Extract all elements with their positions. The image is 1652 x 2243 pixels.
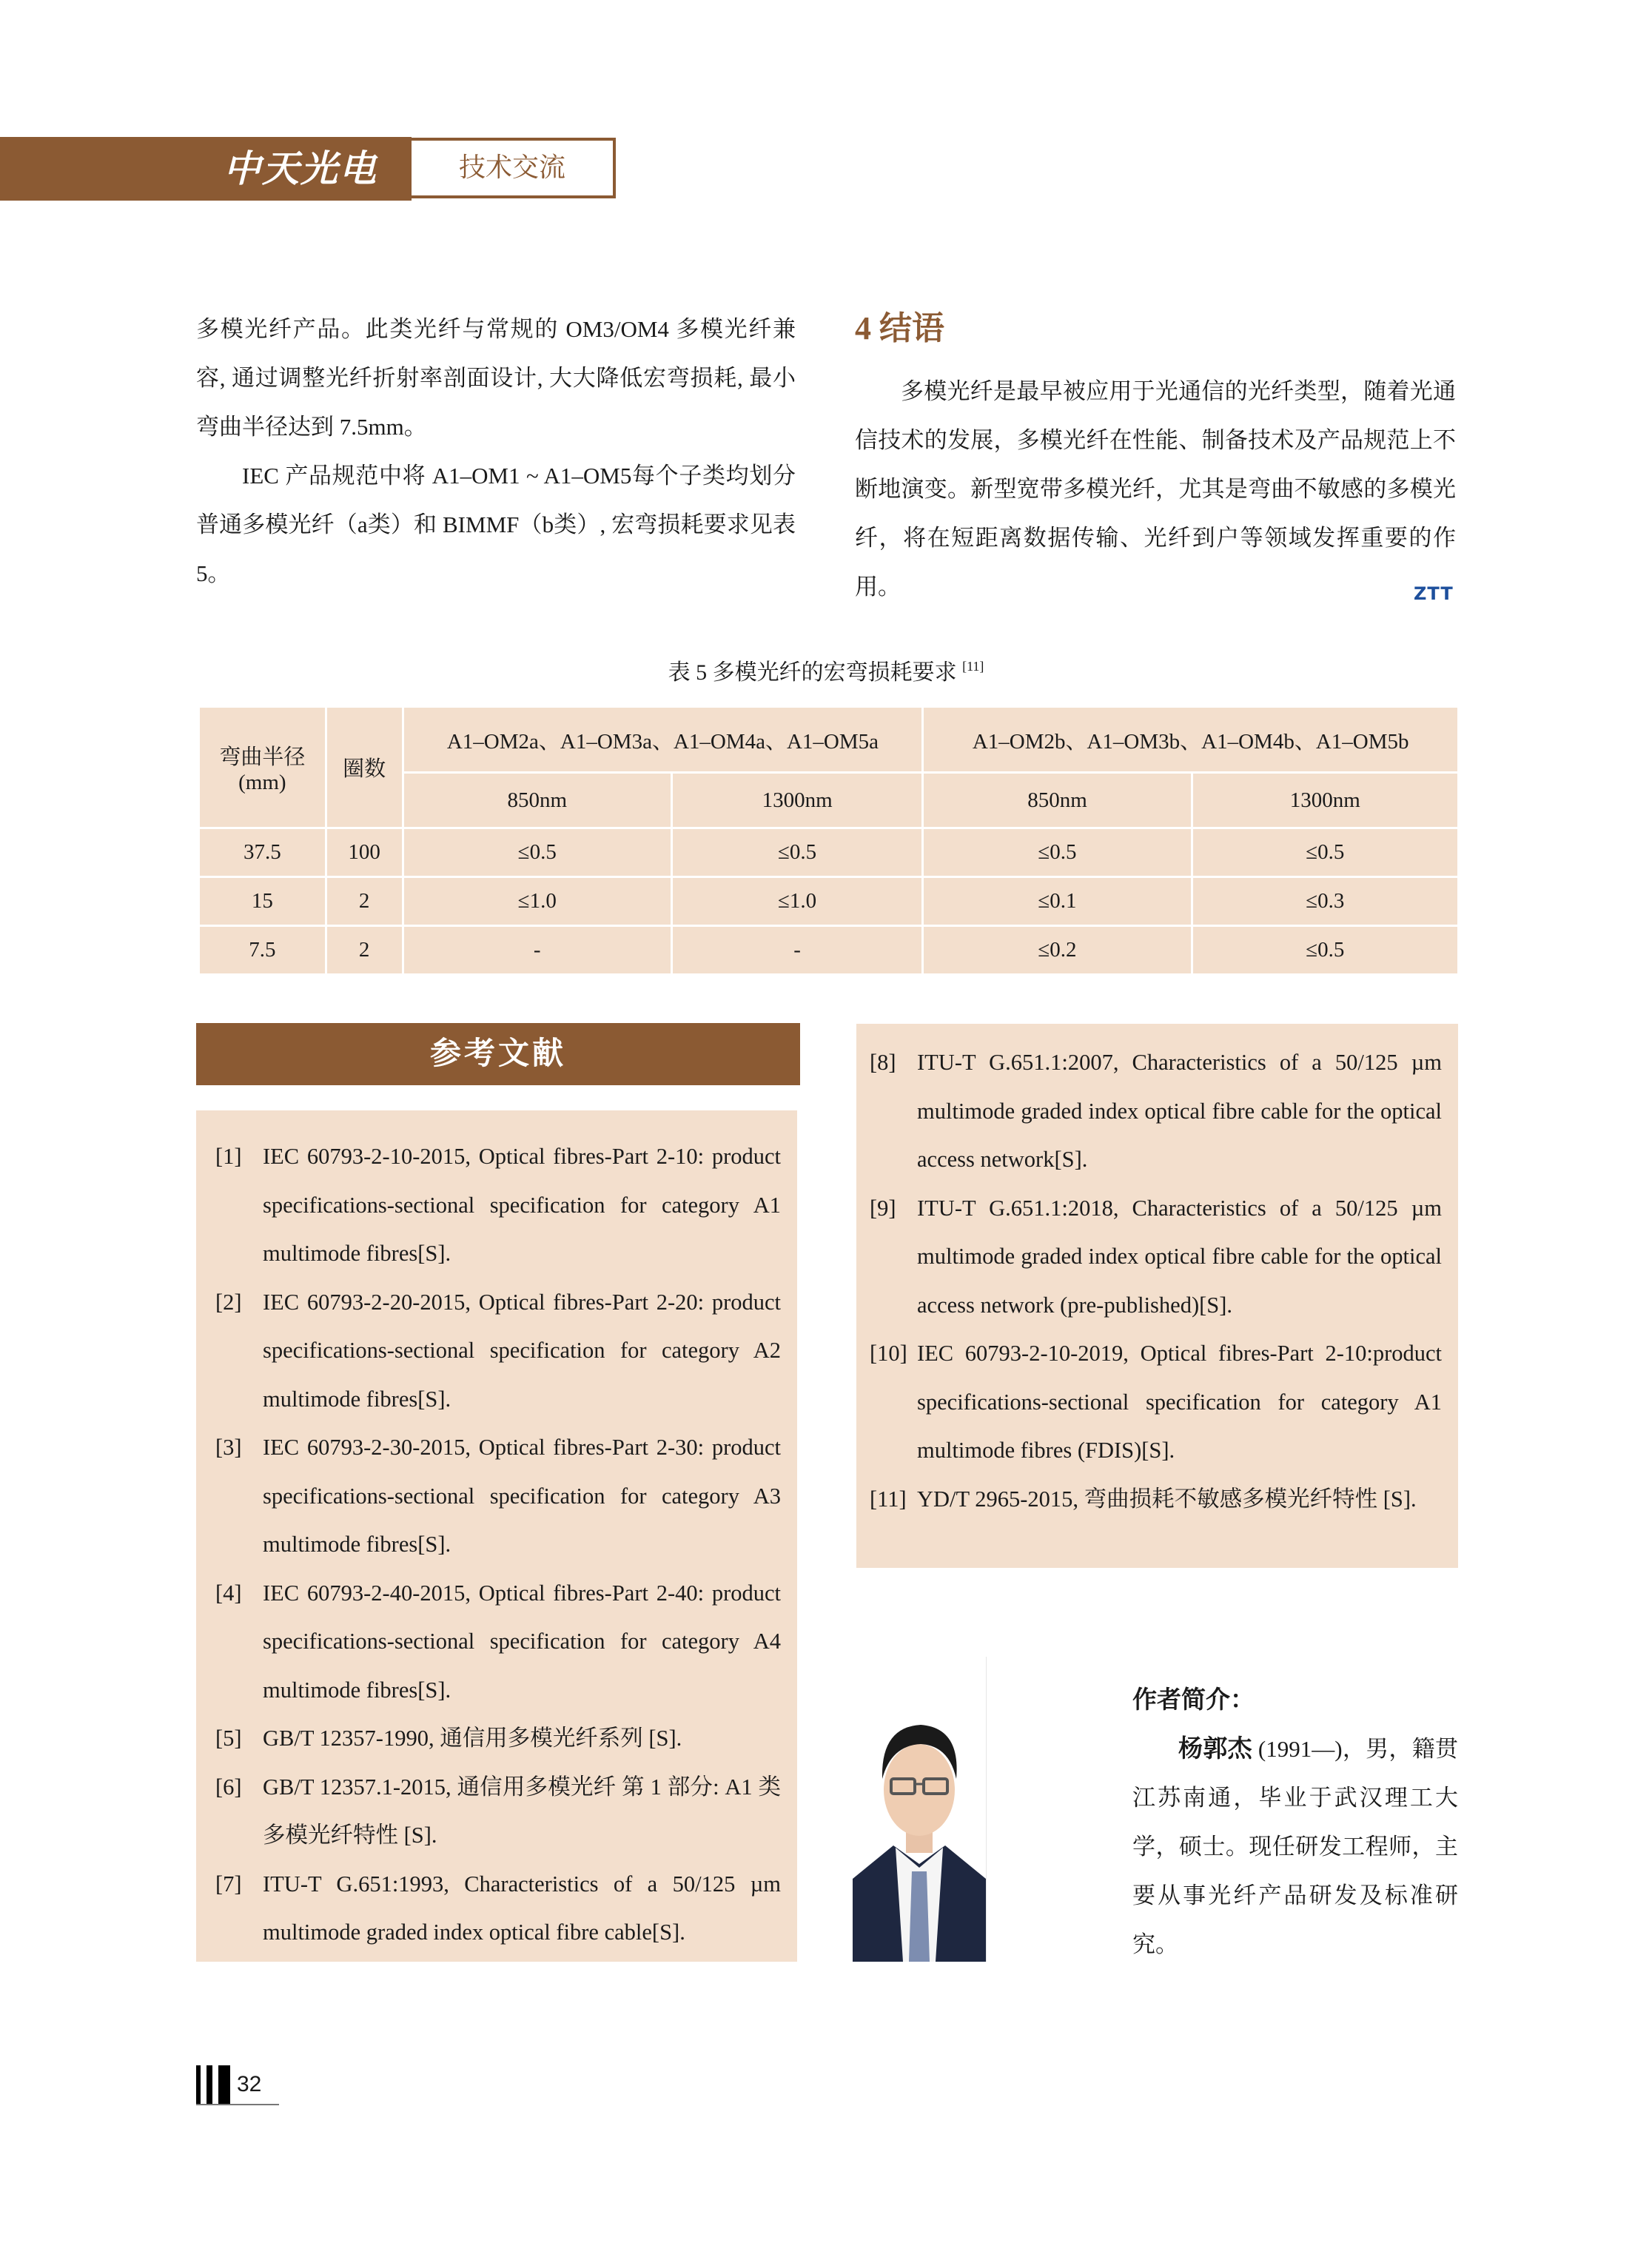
- table-caption-text: 表 5 多模光纤的宏弯损耗要求: [668, 660, 957, 685]
- references-list-left: [196, 1110, 797, 1962]
- author-description: 籍贯江苏南通，毕业于武汉理工大学，硕士。现任研发工程师，主要从事光纤产品研发及标准研究。: [1132, 1736, 1459, 1957]
- reference-text: YD/T 2965-2015, 弯曲损耗不敏感多模光纤特性 [S].: [917, 1486, 1417, 1512]
- cell-value: ≤0.5: [403, 828, 671, 877]
- reference-item: [215, 1424, 781, 1569]
- header-wavelength: 1300nm: [671, 773, 922, 828]
- reference-number: [4]: [215, 1580, 242, 1606]
- bar-decoration: [196, 2065, 201, 2105]
- header-wavelength: 850nm: [923, 773, 1192, 828]
- header-radius-label: 弯曲半径: [219, 745, 306, 769]
- header-bend-radius: [199, 707, 326, 828]
- header-wavelength: 850nm: [403, 773, 671, 828]
- reference-text: ITU-T G.651.1:2018, Characteristics of a 50/125 µm multimode graded index optical fibre cable for the optical access network (pre-published)[S].: [917, 1195, 1442, 1318]
- cell-value: ≤1.0: [671, 877, 922, 926]
- brand-logo: 中天光电: [224, 147, 377, 190]
- header-turns: 圈数: [326, 707, 403, 828]
- reference-item: [215, 1569, 781, 1715]
- page-number-underline: [196, 2104, 279, 2105]
- reference-number: [8]: [870, 1050, 896, 1075]
- reference-item: [215, 1763, 781, 1860]
- bar-decoration: [206, 2065, 212, 2105]
- right-column: [855, 306, 1456, 611]
- reference-text: IEC 60793-2-20-2015, Optical fibres-Part 2-20: product specifications-sectional specification for category A2 multimode fibres[S].: [263, 1289, 781, 1412]
- table-row: [199, 828, 1459, 877]
- cell-value: ≤0.1: [923, 877, 1192, 926]
- reference-text: IEC 60793-2-10-2015, Optical fibres-Part 2-10: product specifications-sectional specification for category A1 multimode fibres[S].: [263, 1144, 781, 1266]
- reference-number: [2]: [215, 1289, 242, 1315]
- reference-text: IEC 60793-2-40-2015, Optical fibres-Part 2-40: product specifications-sectional specification for category A4 multimode fibres[S].: [263, 1580, 781, 1703]
- header-group-a: A1–OM2a、A1–OM3a、A1–OM4a、A1–OM5a: [403, 707, 923, 773]
- cell-value: ≤0.5: [1192, 828, 1458, 877]
- table-row: [199, 877, 1459, 926]
- references-list-right: [856, 1024, 1458, 1568]
- reference-number: [11]: [870, 1486, 907, 1512]
- reference-number: [10]: [870, 1341, 907, 1366]
- reference-item: [870, 1330, 1442, 1475]
- reference-number: [6]: [215, 1774, 242, 1800]
- page-marker-bars: [196, 2065, 230, 2105]
- bar-decoration: [218, 2065, 230, 2105]
- cell-turns: 2: [326, 926, 403, 975]
- reference-number: [1]: [215, 1144, 242, 1169]
- portrait-icon: [853, 1657, 986, 1962]
- references-title: 参考文献: [196, 1023, 800, 1085]
- reference-item: [215, 1278, 781, 1424]
- cell-turns: 2: [326, 877, 403, 926]
- conclusion-paragraph: [855, 367, 1456, 611]
- author-bio-title: 作者简介：: [1132, 1687, 1255, 1714]
- ztt-end-mark: ZTT: [1414, 583, 1454, 604]
- body-paragraph: IEC 产品规范中将 A1–OM1 ~ A1–OM5每个子类均划分普通多模光纤（a类）和 BIMMF（b类）, 宏弯损耗要求见表 5。: [196, 463, 796, 586]
- author-years: (1991—)，男，: [1252, 1736, 1412, 1762]
- body-paragraph: 多模光纤产品。此类光纤与常规的 OM3/OM4 多模光纤兼容, 通过调整光纤折射率剖面设计, 大大降低宏弯损耗, 最小弯曲半径达到 7.5mm。: [196, 316, 796, 440]
- left-column: [196, 305, 796, 598]
- reference-item: [870, 1039, 1442, 1184]
- cell-radius: 37.5: [199, 828, 326, 877]
- reference-item: [215, 1133, 781, 1278]
- reference-item: [870, 1475, 1442, 1524]
- table-caption-ref: [11]: [962, 659, 984, 674]
- cell-value: ≤0.5: [1192, 926, 1458, 975]
- reference-text: ITU-T G.651.1:2007, Characteristics of a 50/125 µm multimode graded index optical fibre cable for the optical access network[S].: [917, 1050, 1442, 1172]
- author-name: 杨郭杰: [1178, 1736, 1252, 1763]
- cell-value: ≤0.5: [923, 828, 1192, 877]
- reference-number: [3]: [215, 1435, 242, 1460]
- cell-value: -: [671, 926, 922, 975]
- reference-text: IEC 60793-2-10-2019, Optical fibres-Part 2-10:product specifications-sectional specification for category A1 multimode fibres (FDIS)[S].: [917, 1341, 1442, 1463]
- cell-value: ≤0.2: [923, 926, 1192, 975]
- header-radius-unit: (mm): [238, 770, 286, 794]
- reference-text: GB/T 12357.1-2015, 通信用多模光纤 第 1 部分: A1 类多模光纤特性 [S].: [263, 1774, 781, 1848]
- cell-value: ≤0.3: [1192, 877, 1458, 926]
- page-number: 32: [237, 2072, 262, 2096]
- cell-radius: 15: [199, 877, 326, 926]
- reference-number: [7]: [215, 1871, 242, 1897]
- reference-number: [5]: [215, 1726, 242, 1751]
- cell-turns: 100: [326, 828, 403, 877]
- reference-text: ITU-T G.651:1993, Characteristics of a 50/125 µm multimode graded index optical fibre cable[S].: [263, 1871, 781, 1945]
- cell-value: ≤1.0: [403, 877, 671, 926]
- cell-value: ≤0.5: [671, 828, 922, 877]
- reference-text: GB/T 12357-1990, 通信用多模光纤系列 [S].: [263, 1726, 682, 1751]
- section-title-conclusion: 4 结语: [855, 310, 944, 346]
- cell-radius: 7.5: [199, 926, 326, 975]
- table-row: [199, 926, 1459, 975]
- cell-value: -: [403, 926, 671, 975]
- reference-number: [9]: [870, 1195, 896, 1221]
- reference-item: [215, 1860, 781, 1957]
- reference-item: [870, 1184, 1442, 1330]
- section-tab: 技术交流: [412, 138, 616, 198]
- reference-item: [215, 1714, 781, 1763]
- header-group-b: A1–OM2b、A1–OM3b、A1–OM4b、A1–OM5b: [923, 707, 1459, 773]
- conclusion-text: 多模光纤是最早被应用于光通信的光纤类型，随着光通信技术的发展，多模光纤在性能、制备技术及产品规范上不断地演变。新型宽带多模光纤，尤其是弯曲不敏感的多模光纤，将在短距离数据传输、光纤到户等领域发挥重要的作用。: [855, 378, 1456, 600]
- author-photo: [853, 1657, 987, 1962]
- table-caption: [0, 648, 1652, 691]
- header-wavelength: 1300nm: [1192, 773, 1458, 828]
- table-header-row: [199, 707, 1459, 773]
- author-bio-text: [1132, 1725, 1458, 1969]
- reference-text: IEC 60793-2-30-2015, Optical fibres-Part 2-30: product specifications-sectional specification for category A3 multimode fibres[S].: [263, 1435, 781, 1557]
- macrobend-loss-table: [198, 705, 1460, 976]
- author-bio: [1132, 1676, 1458, 1969]
